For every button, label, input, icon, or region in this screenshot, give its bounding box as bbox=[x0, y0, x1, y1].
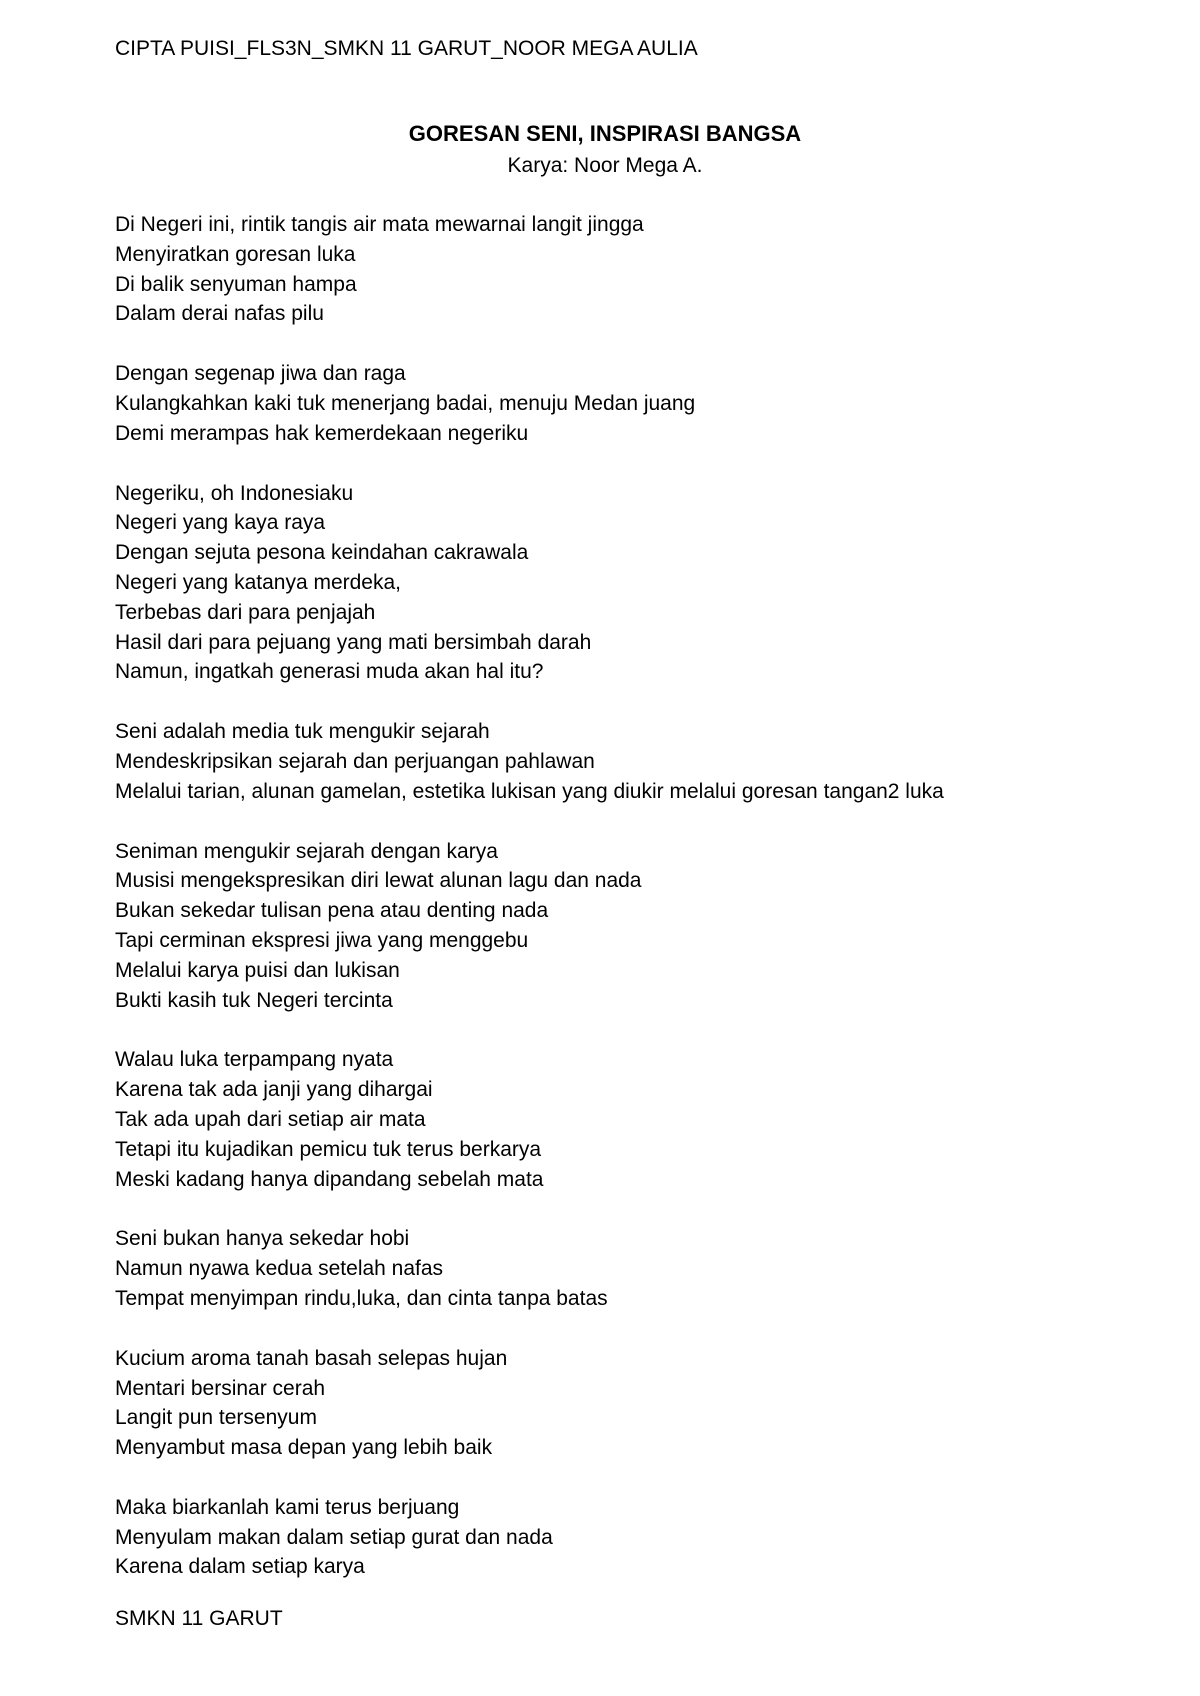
poem-line: Seni adalah media tuk mengukir sejarah bbox=[115, 720, 490, 744]
poem-line: Karena dalam setiap karya bbox=[115, 1555, 365, 1579]
poem-line: Tetapi itu kujadikan pemicu tuk terus berkarya bbox=[115, 1137, 542, 1161]
poem-line: Negeri yang kaya raya bbox=[115, 511, 326, 535]
poem-line: Melalui karya puisi dan lukisan bbox=[115, 958, 400, 982]
poem-line: Di balik senyuman hampa bbox=[115, 272, 357, 296]
poem-line: Tempat menyimpan rindu,luka, dan cinta tanpa batas bbox=[115, 1286, 608, 1310]
stanza-5 bbox=[115, 837, 1155, 1016]
stanza-1 bbox=[115, 210, 1155, 329]
poem-line: Negeriku, oh Indonesiaku bbox=[115, 481, 354, 505]
poem-line: Melalui tarian, alunan gamelan, estetika lukisan yang diukir melalui goresan tangan2 luka bbox=[115, 779, 944, 803]
poem-line: Menyiratkan goresan luka bbox=[115, 242, 356, 266]
poem-line: Walau luka terpampang nyata bbox=[115, 1048, 394, 1072]
document-header: CIPTA PUISI_FLS3N_SMKN 11 GARUT_NOOR MEGA AULIA bbox=[115, 37, 698, 60]
poem-line: Dengan sejuta pesona keindahan cakrawala bbox=[115, 541, 529, 565]
stanza-8 bbox=[115, 1344, 1155, 1463]
poem-line: Seniman mengukir sejarah dengan karya bbox=[115, 839, 498, 863]
poem-line: Terbebas dari para penjajah bbox=[115, 600, 376, 624]
poem-line: Mendeskripsikan sejarah dan perjuangan pahlawan bbox=[115, 749, 595, 773]
stanza-9 bbox=[115, 1493, 1155, 1582]
poem-line: Mentari bersinar cerah bbox=[115, 1376, 326, 1400]
poem-line: Di Negeri ini, rintik tangis air mata mewarnai langit jingga bbox=[115, 213, 644, 236]
poem-line: Dalam derai nafas pilu bbox=[115, 302, 324, 326]
poem-line: Langit pun tersenyum bbox=[115, 1406, 317, 1430]
poem-line: Namun, ingatkah generasi muda akan hal itu? bbox=[115, 660, 544, 684]
poem-line: Seni bukan hanya sekedar hobi bbox=[115, 1227, 410, 1251]
poem-body bbox=[115, 210, 1155, 1612]
poem-title: GORESAN SENI, INSPIRASI BANGSA bbox=[408, 121, 802, 146]
poem-line: Hasil dari para pejuang yang mati bersimbah darah bbox=[115, 630, 592, 654]
stanza-3 bbox=[115, 479, 1155, 688]
poem-line: Namun nyawa kedua setelah nafas bbox=[115, 1257, 444, 1281]
poem-line: Negeri yang katanya merdeka, bbox=[115, 570, 401, 594]
stanza-4 bbox=[115, 717, 1155, 806]
poem-line: Menyulam makan dalam setiap gurat dan nada bbox=[115, 1525, 553, 1549]
poem-author: Karya: Noor Mega A. bbox=[507, 154, 703, 177]
poem-line: Bukti kasih tuk Negeri tercinta bbox=[115, 988, 393, 1012]
stanza-6 bbox=[115, 1045, 1155, 1194]
poem-line: Menyambut masa depan yang lebih baik bbox=[115, 1436, 493, 1460]
document-footer: SMKN 11 GARUT bbox=[115, 1607, 283, 1630]
poem-line: Tapi cerminan ekspresi jiwa yang menggebu bbox=[115, 928, 529, 952]
stanza-2 bbox=[115, 359, 1155, 448]
poem-line: Karena tak ada janji yang dihargai bbox=[115, 1078, 433, 1102]
poem-line: Meski kadang hanya dipandang sebelah mata bbox=[115, 1167, 544, 1191]
poem-line: Demi merampas hak kemerdekaan negeriku bbox=[115, 421, 529, 445]
poem-line: Musisi mengekspresikan diri lewat alunan lagu dan nada bbox=[115, 869, 642, 893]
poem-title-block bbox=[0, 118, 1200, 182]
poem-line: Kulangkahkan kaki tuk menerjang badai, menuju Medan juang bbox=[115, 391, 696, 415]
poem-line: Dengan segenap jiwa dan raga bbox=[115, 362, 406, 386]
stanza-7 bbox=[115, 1224, 1155, 1313]
poem-line: Maka biarkanlah kami terus berjuang bbox=[115, 1495, 460, 1519]
poem-line: Tak ada upah dari setiap air mata bbox=[115, 1107, 426, 1131]
poem-line: Bukan sekedar tulisan pena atau denting nada bbox=[115, 899, 549, 923]
poem-line: Kucium aroma tanah basah selepas hujan bbox=[115, 1346, 508, 1370]
